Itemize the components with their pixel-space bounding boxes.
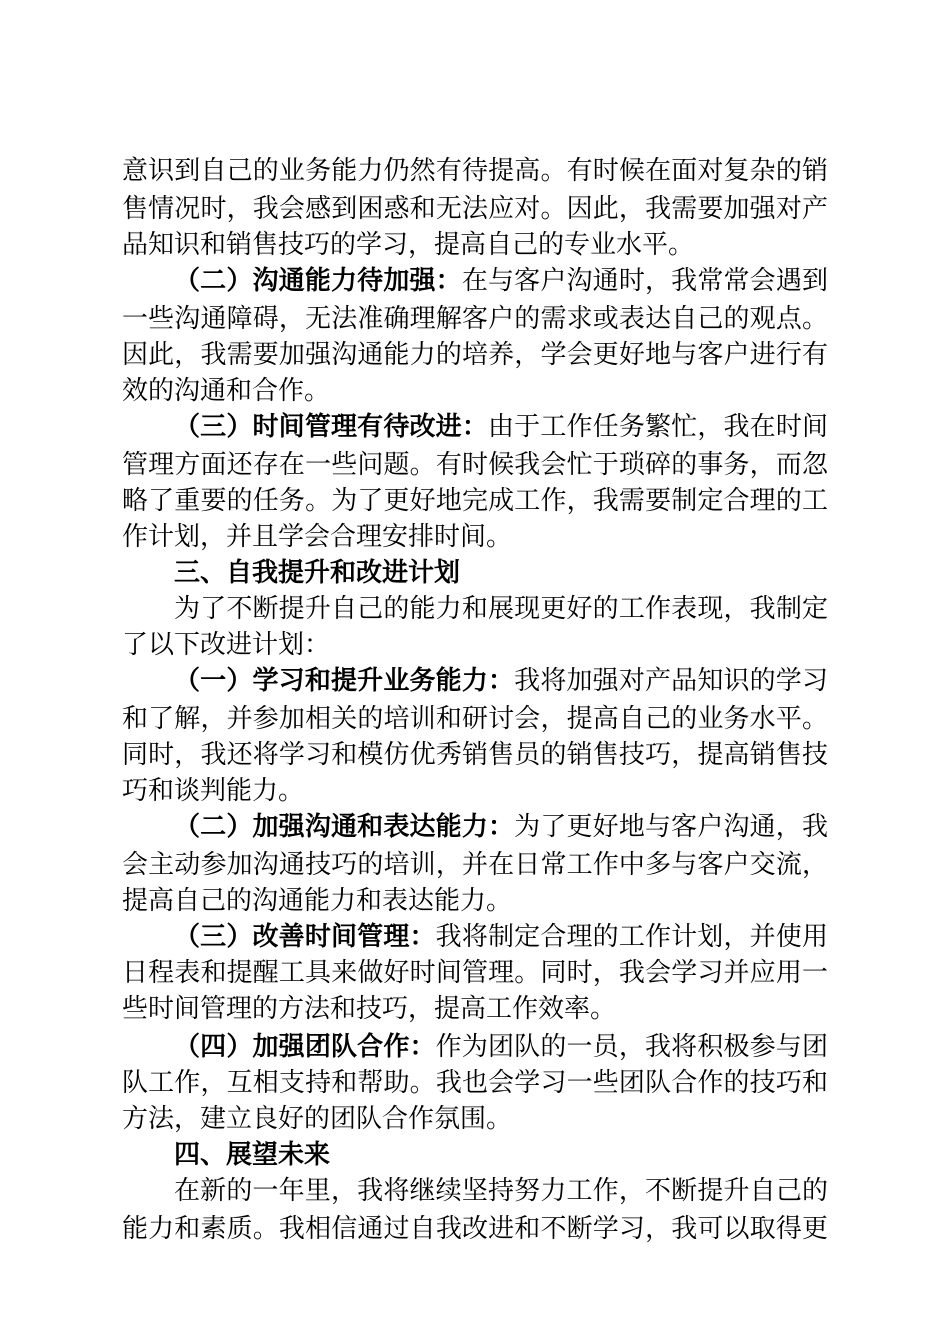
- paragraph-line: 略了重要的任务。为了更好地完成工作，我需要制定合理的工: [122, 486, 828, 516]
- paragraph-line: 因此，我需要加强沟通能力的培养，学会更好地与客户进行有: [122, 340, 828, 370]
- paragraph-text: 为了更好地与客户沟通，我: [514, 812, 828, 842]
- paragraph-line: [174, 1028, 828, 1066]
- paragraph-line: 为了不断提升自己的能力和展现更好的工作表现，我制定: [174, 594, 828, 624]
- paragraph-line: [174, 408, 828, 446]
- paragraph-lead: （二）沟通能力待加强：: [174, 266, 462, 296]
- paragraph-line: 方法，建立良好的团队合作氛围。: [122, 1104, 513, 1134]
- paragraph-line: 会主动参加沟通技巧的培训，并在日常工作中多与客户交流，: [122, 850, 828, 880]
- paragraph-line: 能力和素质。我相信通过自我改进和不断学习，我可以取得更: [122, 1214, 828, 1244]
- paragraph-line: 在新的一年里，我将继续坚持努力工作，不断提升自己的: [174, 1176, 828, 1206]
- paragraph-line: 售情况时，我会感到困惑和无法应对。因此，我需要加强对产: [122, 194, 828, 224]
- paragraph-line: 一些沟通障碍，无法准确理解客户的需求或表达自己的观点。: [122, 304, 828, 334]
- paragraph-text: 由于工作任务繁忙，我在时间: [488, 412, 828, 442]
- paragraph-lead: （一）学习和提升业务能力：: [174, 666, 515, 696]
- paragraph-lead: （三）时间管理有待改进：: [174, 412, 488, 442]
- paragraph-line: 了以下改进计划：: [122, 630, 331, 660]
- paragraph-line: 些时间管理的方法和技巧，提高工作效率。: [122, 994, 617, 1024]
- paragraph-lead: （二）加强沟通和表达能力：: [174, 812, 515, 842]
- paragraph-line: [174, 808, 828, 846]
- paragraph-line: [174, 662, 828, 700]
- paragraph-line: 队工作，互相支持和帮助。我也会学习一些团队合作的技巧和: [122, 1068, 828, 1098]
- paragraph-line: 日程表和提醒工具来做好时间管理。同时，我会学习并应用一: [122, 958, 828, 988]
- paragraph-lead: （四）加强团队合作：: [174, 1032, 436, 1062]
- paragraph-line: 管理方面还存在一些问题。有时候我会忙于琐碎的事务，而忽: [122, 450, 828, 480]
- paragraph-text: 在与客户沟通时，我常常会遇到: [461, 266, 828, 296]
- paragraph-text: 我将制定合理的工作计划，并使用: [435, 922, 828, 952]
- paragraph-text: 作为团队的一员，我将积极参与团: [435, 1032, 828, 1062]
- paragraph-line: 提高自己的沟通能力和表达能力。: [122, 886, 513, 916]
- paragraph-line: 效的沟通和合作。: [122, 376, 331, 406]
- paragraph-line: 巧和谈判能力。: [122, 776, 305, 806]
- paragraph-line: [174, 262, 828, 300]
- section-heading: 四、展望未来: [174, 1140, 331, 1170]
- paragraph-line: 同时，我还将学习和模仿优秀销售员的销售技巧，提高销售技: [122, 740, 828, 770]
- paragraph-line: 品知识和销售技巧的学习，提高自己的专业水平。: [122, 230, 695, 260]
- paragraph-line: 作计划，并且学会合理安排时间。: [122, 522, 513, 552]
- paragraph-line: 意识到自己的业务能力仍然有待提高。有时候在面对复杂的销: [122, 156, 828, 186]
- paragraph-line: 和了解，并参加相关的培训和研讨会，提高自己的业务水平。: [122, 704, 828, 734]
- paragraph-text: 我将加强对产品知识的学习: [514, 666, 828, 696]
- section-heading: 三、自我提升和改进计划: [174, 558, 461, 588]
- paragraph-line: [174, 918, 828, 956]
- paragraph-lead: （三）改善时间管理：: [174, 922, 436, 952]
